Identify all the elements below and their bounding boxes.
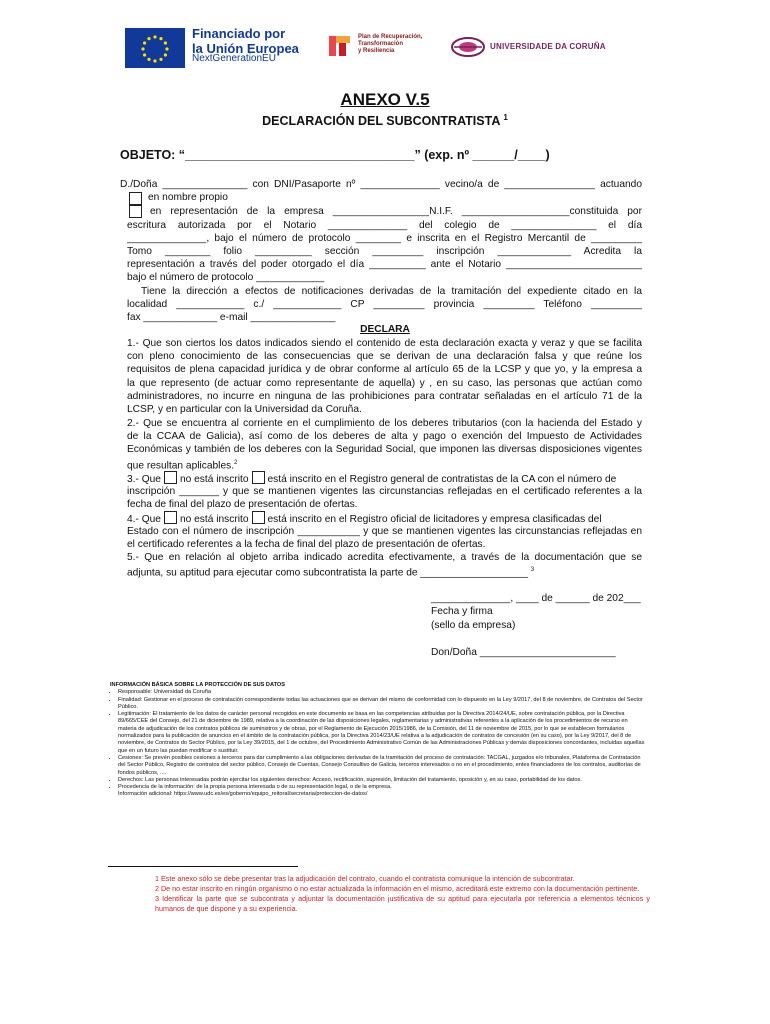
form-line-3: en representación de la empresa _________________N.I.F. ___________________constituida por [150, 206, 642, 217]
form-line-11: fax _____________ e-mail _______________ [127, 312, 336, 323]
privacy-item: • Legitimación: El tratamiento de los datos de carácter personal recogidos en este documento se basa en las competencias atribuidas por la Directiva 2014/24/UE, sobre contratación pública, por la Directiva 89/665/CEE del Consejo, del 21 de diciembre de 1989, relativa a la coordinación de las disposiciones legales, reglamentarias y administrativas referentes a la aplicación de los procedimientos de recurso en materia de adjudicación de los contratos públicos de suministros y de obras, por el Reglamento de Ejecución 2015/1986, de la Comisión, del 11 de noviembre de 2015, por lo que se establecen formularios normalizados para la publicación de anuncios en el ámbito de la contratación pública, por la Directiva 2014/23/UE relativa a la adjudicación de contratos de concesión (en su caso), por la Ley 9/2017, del 8 de noviembre, de Contratos do Sector Público, por la Ley 39/2015, del 1 de octubre, del Procedimiento Administrativo Común de las Administraciones Públicas y demás disposiciones concordantes, incluidas aquellas que en un futuro las puedan modificar o sustituir. [118, 711, 645, 755]
declara-paragraph-4: 4.- Que no está inscrito está inscrito en el Registro oficial de licitadores y empresa clasificadas del [127, 511, 602, 526]
declara-paragraph-4-line-3: el certificado referentes a la fecha de final del plazo de presentación de ofertas. [127, 539, 486, 550]
privacy-info [110, 682, 645, 799]
form-line-10: localidad ____________ c./ ____________ CP _________ provincia _________ Teléfono _________ [127, 299, 642, 310]
form-line-7: representación a través del poder otorgado el día __________ ante el Notario ________________________ [127, 259, 642, 270]
footnote-ref: 3 [530, 567, 535, 573]
form-line-9: Tiene la dirección a efectos de notificaciones derivadas de la tramitación del expediente citado en la [141, 286, 642, 297]
form-line-5: ______________, bajo el número de protocolo ________ e inscrita en el Registro Mercantil de _________ [127, 233, 642, 244]
checkbox-registered-ca[interactable] [252, 471, 265, 484]
declara-paragraph-1: 1.- Que son ciertos los datos indicados siendo el contenido de esta declaración exacta y veraz y que se facilita con pleno conocimiento de las consecuencias que se derivan de una declaración falsa y que reúne los requisitos de plena capacidad jurídica y de obrar conforme al artículo 65 de la LCSP y que yo, y la empresa a la que represento (de actuar como representante de aquella) y , en su caso, las personas que actúan como administradores, no incurre en ninguna de las prohibiciones para contratar señaladas en el artículo 71 de la LCSP, y en particular con la Universidad da Coruña. [127, 338, 642, 416]
eu-flag-icon [125, 28, 185, 68]
privacy-item: • Cesiones: Se prevén posibles cesiones a terceros para dar cumplimiento a las obligaciones derivadas de la tramitación del proceso de contratación: TACGAL, juzgados e/o tribunales, Plataforma de Contratación del Sector Público, Registro de contratos del sector público, Consejo de Cuentas, Consejo Consultivo de Galicia, terceros interesados o no en el procedimiento, entes financiadores de los contratos, auditorías de fondos públicos, .... [118, 755, 645, 777]
declara-paragraph-2: 2.- Que se encuentra al corriente en el cumplimiento de los deberes tributarios (con la hacienda del Estado y de la CCAA de Galicia), así como de los deberes de alta y pago o exención del Impuesto de Actividades Económicas y también de los deberes con la Seguridad Social, que imponen las diversas disposiciones vigentes que resultan aplicables.$^2$ [127, 418, 642, 471]
form-line-2: en nombre propio [148, 192, 228, 203]
form-line-6: Tomo ________ folio __________ sección _________ inscripción _____________ Acredita la [127, 246, 642, 257]
prtr-logo-icon [327, 32, 355, 60]
declara-paragraph-3: 3.- Que no está inscrito está inscrito en el Registro general de contratistas de la CA con el número de [127, 471, 616, 486]
nextgeneration-label: NextGenerationEU [192, 53, 276, 64]
checkbox-not-registered-ca[interactable] [164, 471, 177, 484]
signature-date: ______________, ____ de ______ de 202___ [431, 593, 641, 604]
checkbox-representation[interactable] [129, 205, 142, 218]
page-subtitle: DECLARACIÓN DEL SUBCONTRATISTA $^1$ [262, 113, 508, 129]
udc-logo-icon [450, 36, 486, 58]
eu-funding-label: Financiado por la Unión Europea [192, 26, 299, 56]
declara-paragraph-4-line-2: Estado con el número de inscripción ___________ y que se mantienen vigentes las circunstancias reflejadas en [127, 526, 642, 537]
checkbox-own-name[interactable] [129, 192, 142, 205]
objeto-line: OBJETO: “_________________________________” (exp. nº ______/____) [120, 148, 550, 162]
privacy-item: • Finalidad: Gestionar en el proceso de contratación correspondiente todas las actuaciones que se derivan del mismo de conformidad con lo dispuesto en la Ley 9/2017, del 8 de noviembre, de Contratos del Sector Público. [118, 697, 645, 712]
declara-paragraph-5: 5.- Que en relación al objeto arriba indicado acredita efectivamente, a través de la documentación que se [127, 552, 642, 563]
footnote-1: 1 Este anexo sólo se debe presentar tras la adjudicación del contrato, cuando el contratista comunique la intención de subcontratar. [155, 874, 575, 883]
prtr-label: Plan de Recuperación, Transformación y Resiliencia [358, 34, 423, 54]
form-line-4: escritura autorizada por el Notario ______________ del colegio de _______________ el día [127, 220, 642, 231]
declara-heading: DECLARA [360, 324, 410, 335]
signatory-name: Don/Doña ________________________ [431, 647, 616, 658]
privacy-item: • Procedencia de la información: de la propia persona interesada o de su representación legal, o de la empresa. [118, 784, 645, 791]
footnote-ref: 1 [503, 113, 508, 122]
checkbox-registered-state[interactable] [252, 511, 265, 524]
declara-paragraph-3-line-3: fecha de final del plazo de presentación de ofertas. [127, 499, 358, 510]
footnote-2: 2 De no estar inscrito en ningún organismo o no estar actualizada la información en el mismo, acreditará este extremo con la documentación pertinente. [155, 884, 640, 893]
privacy-link[interactable]: Información adicional: https://www.udc.es/es/goberno/equipo_reitoral/secretaria/proteccion-de-datos/ [118, 791, 368, 798]
declara-paragraph-3-line-2: inscripción _______ y que se mantienen vigentes las circunstancias reflejadas en el certificado referentes a la [127, 486, 642, 497]
stamp-label: (sello da empresa) [431, 620, 516, 631]
page-title: ANEXO V.5 [340, 90, 430, 109]
checkbox-not-registered-state[interactable] [164, 511, 177, 524]
footnote-ref: 2 [234, 459, 238, 466]
udc-label: UNIVERSIDADE DA CORUÑA [490, 42, 606, 51]
privacy-item: • Responsable: Universidad da Coruña [118, 689, 645, 696]
footnotes [155, 874, 650, 914]
form-line-8: bajo el número de protocolo ____________ [127, 272, 325, 283]
privacy-item: • Derechos: Las personas interesadas podrán ejercitar los siguientes derechos: Acceso, rectificación, supresión, limitación del tratamiento, oposición y, en su caso, portabilidad de los datos. [118, 777, 645, 784]
signature-label: Fecha y firma [431, 606, 493, 617]
privacy-heading: INFORMACIÓN BÁSICA SOBRE LA PROTECCIÓN DE SUS DATOS [110, 682, 285, 688]
declara-paragraph-5-line-2: adjunta, su aptitud para ejecutar como subcontratista la parte de ___________________ $^3$ [127, 567, 535, 579]
footnote-3: 3 Identificar la parte que se subcontrata y adjuntar la documentación justificativa de su aptitud para ejecutarla por referencia a elementos técnicos y humanos de que dispone y a su experiencia. [155, 894, 650, 913]
footnote-divider [108, 866, 298, 867]
form-line-1: D./Doña _______________ con DNI/Pasaporte nº ______________ vecino/a de ________________ actuando [120, 179, 642, 190]
